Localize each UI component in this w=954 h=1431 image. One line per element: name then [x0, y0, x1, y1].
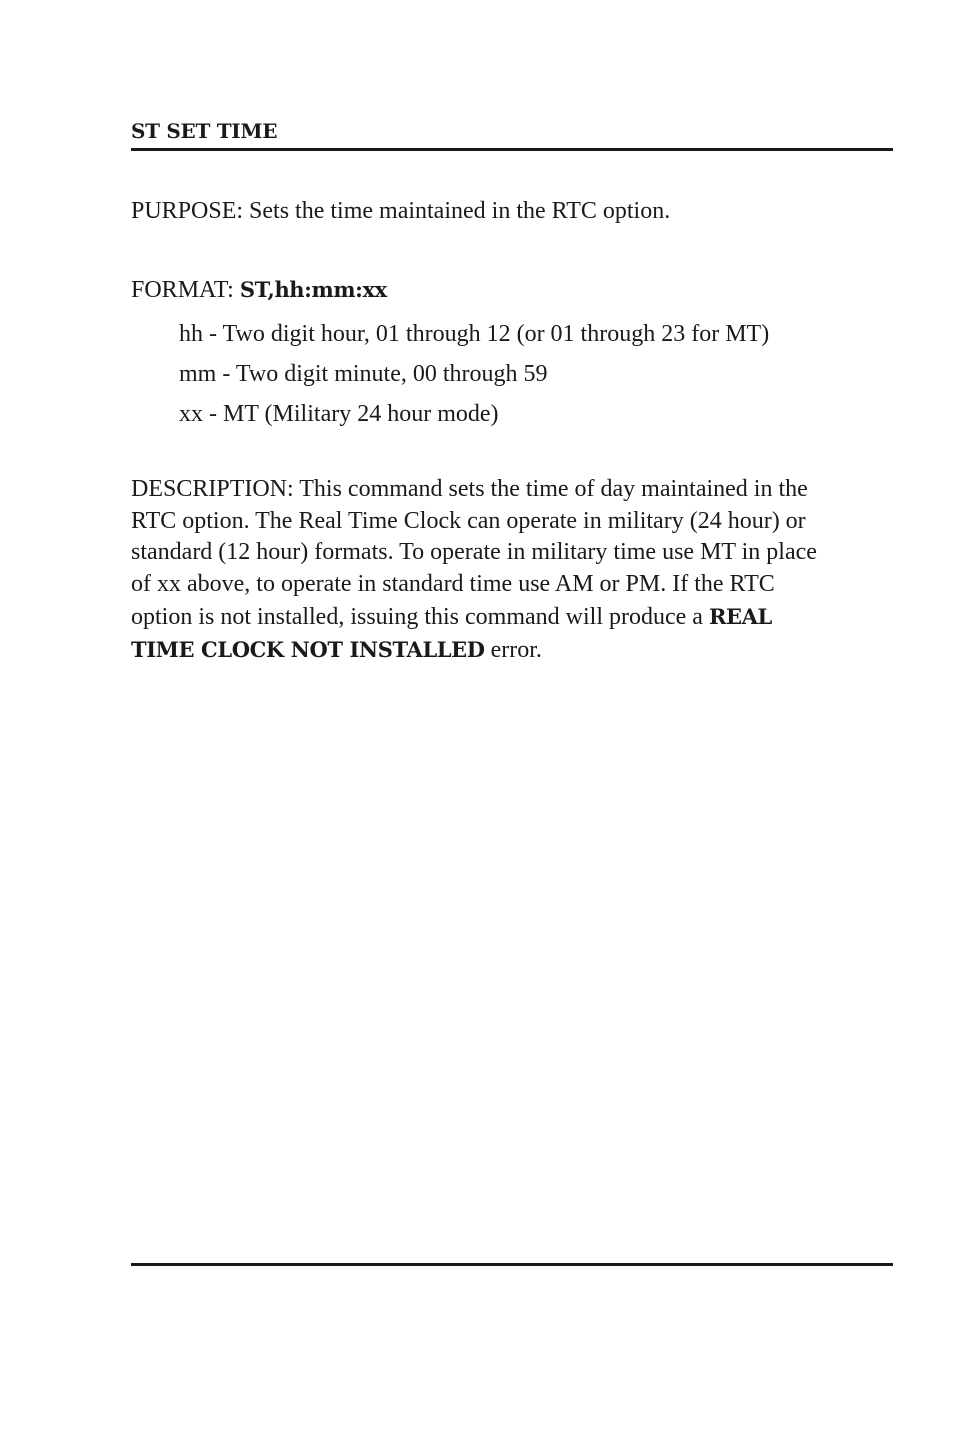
format-syntax: ST,hh:mm:xx: [239, 277, 387, 302]
description-line: standard (12 hour) formats. To operate in military time use MT in place: [131, 539, 817, 566]
description-text: option is not installed, issuing this command will produce a: [131, 603, 709, 630]
format-label: FORMAT:: [131, 277, 240, 303]
description-line: RTC option. The Real Time Clock can operate in military (24 hour) or: [131, 507, 806, 534]
error-message-part: TIME CLOCK NOT INSTALLED: [131, 636, 485, 662]
description-text: error.: [484, 636, 542, 663]
footer-rule: [131, 1263, 893, 1266]
purpose-paragraph: PURPOSE: Sets the time maintained in the RTC option.: [131, 198, 671, 224]
param-mm: mm - Two digit minute, 00 through 59: [179, 361, 548, 387]
description-line: [131, 601, 893, 634]
description-line: [131, 634, 893, 667]
description-line: of xx above, to operate in standard time use AM or PM. If the RTC: [131, 571, 775, 598]
description-line: DESCRIPTION: This command sets the time of day maintained in the: [131, 476, 808, 502]
heading-rule: [131, 148, 893, 151]
parameter-list: [179, 314, 769, 434]
error-message-part: REAL: [708, 603, 772, 629]
format-line: [131, 274, 387, 306]
param-hh: hh - Two digit hour, 01 through 12 (or 01 through 23 for MT): [179, 321, 770, 347]
manual-page: [131, 0, 893, 1431]
description-paragraph: [131, 474, 893, 666]
section-heading: ST SET TIME: [131, 119, 278, 143]
param-xx: xx - MT (Military 24 hour mode): [179, 401, 499, 427]
